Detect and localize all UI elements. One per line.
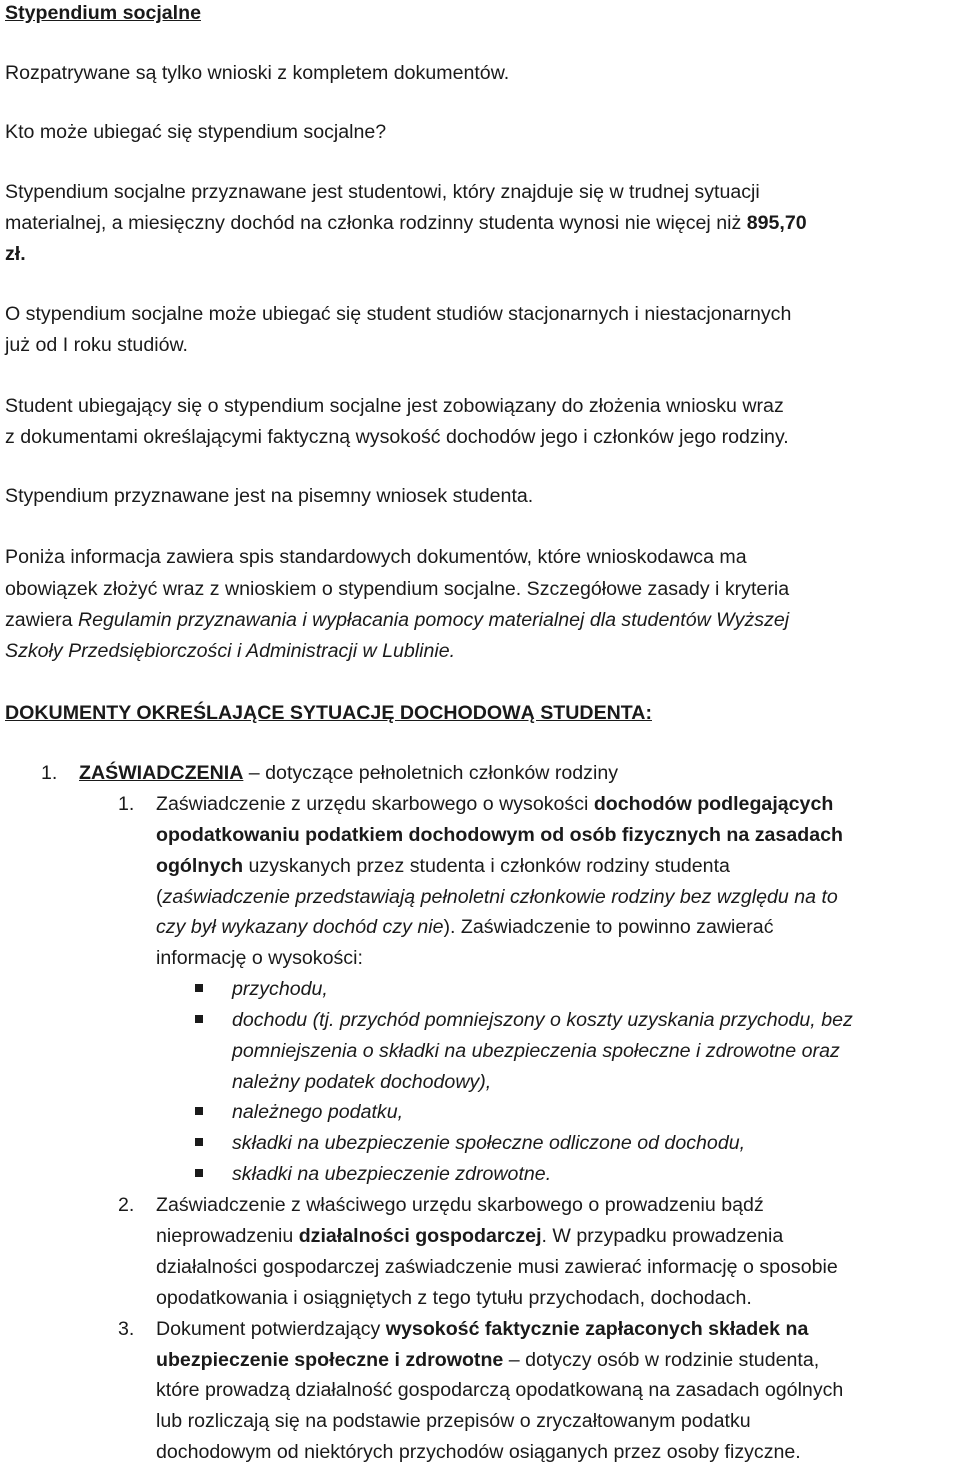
- regulation-title: Regulamin przyznawania i wypłacania pomocy materialnej dla studentów Wyższej: [77, 609, 790, 631]
- section-heading: DOKUMENTY OKREŚLAJĄCE SYTUACJĘ DOCHODOWĄ STUDENTA:: [5, 702, 652, 724]
- bullet-square-icon: [195, 1169, 203, 1177]
- bullet-square-icon: [195, 1107, 203, 1115]
- bullet-square-icon: [195, 1138, 203, 1146]
- bullet-square-icon: [195, 984, 203, 992]
- bullet-square-icon: [195, 1015, 203, 1023]
- paragraph-documents-notice: Rozpatrywane są tylko wnioski z kompletem dokumentów.: [5, 62, 510, 84]
- page-title: Stypendium socjalne: [5, 2, 201, 24]
- paragraph-written-request: Stypendium przyznawane jest na pisemny wniosek studenta.: [5, 485, 534, 507]
- paragraph-question: Kto może ubiegać się stypendium socjalne?: [5, 121, 387, 143]
